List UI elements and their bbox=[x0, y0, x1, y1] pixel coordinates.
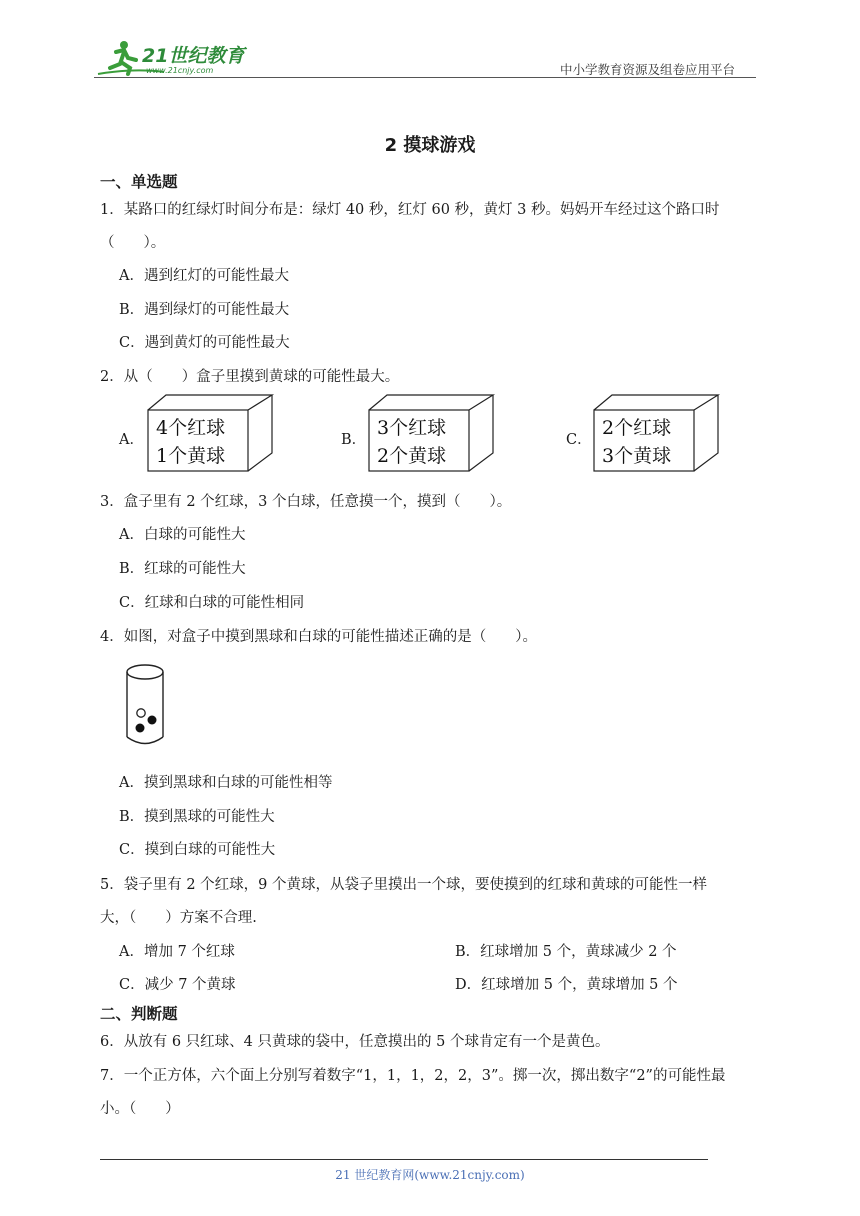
q5-option-d: D．红球增加 5 个，黄球增加 5 个 bbox=[455, 977, 678, 993]
section-heading-true-false: 二、判断题 bbox=[100, 1005, 178, 1023]
q1-option-b: B．遇到绿灯的可能性最大 bbox=[119, 302, 290, 318]
q3-option-c: C．红球和白球的可能性相同 bbox=[119, 595, 305, 611]
q4-option-c: C．摸到白球的可能性大 bbox=[119, 842, 276, 858]
box-b-line1: 3个红球 bbox=[377, 417, 447, 439]
q5-option-a: A．增加 7 个红球 bbox=[119, 944, 235, 960]
q2-option-c-label: C． bbox=[566, 432, 592, 448]
header-divider bbox=[94, 77, 756, 78]
footer-link[interactable]: 21 世纪教育网(www.21cnjy.com) bbox=[335, 1168, 525, 1182]
q5-stem-line1: 5．袋子里有 2 个红球，9 个黄球，从袋子里摸出一个球，要使摸到的红球和黄球的可能性一样 bbox=[100, 877, 707, 893]
q7-stem-line2: 小。（ ） bbox=[100, 1101, 180, 1117]
box-b-line2: 2个黄球 bbox=[377, 445, 447, 467]
q4-option-b: B．摸到黑球的可能性大 bbox=[119, 809, 275, 825]
black-ball-icon bbox=[136, 724, 145, 733]
q2-stem: 2．从（ ）盒子里摸到黄球的可能性最大。 bbox=[100, 369, 400, 385]
box-a-line1: 4个红球 bbox=[156, 417, 226, 439]
q5-option-b: B．红球增加 5 个，黄球减少 2 个 bbox=[455, 944, 677, 960]
logo-url: www.21cnjy.com bbox=[146, 66, 214, 75]
box-b-illustration bbox=[367, 393, 497, 473]
q1-stem-line2: （ ）。 bbox=[100, 235, 166, 251]
box-c-line2: 3个黄球 bbox=[602, 445, 672, 467]
header-platform-text: 中小学教育资源及组卷应用平台 bbox=[560, 62, 736, 77]
q5-option-c: C．减少 7 个黄球 bbox=[119, 977, 236, 993]
box-a-illustration bbox=[146, 393, 276, 473]
q2-option-b-label: B． bbox=[341, 432, 367, 448]
q4-option-a: A．摸到黑球和白球的可能性相等 bbox=[119, 775, 333, 791]
cylinder-box-illustration bbox=[124, 662, 166, 748]
logo-text: 21世纪教育 bbox=[142, 45, 245, 67]
box-c-illustration bbox=[592, 393, 722, 473]
box-a-line2: 1个黄球 bbox=[156, 445, 226, 467]
q1-option-a: A．遇到红灯的可能性最大 bbox=[119, 268, 289, 284]
page-title: 2 摸球游戏 bbox=[384, 135, 476, 156]
q5-stem-line2: 大，（ ）方案不合理. bbox=[100, 910, 257, 926]
q7-stem-line1: 7．一个正方体，六个面上分别写着数字“1，1，1，2，2，3”。掷一次，掷出数字“2”的可能性最 bbox=[100, 1068, 726, 1084]
q3-stem: 3．盒子里有 2 个红球，3 个白球，任意摸一个，摸到（ ）。 bbox=[100, 494, 512, 510]
section-heading-single-choice: 一、单选题 bbox=[100, 173, 178, 191]
q2-option-a-label: A． bbox=[119, 432, 144, 448]
q3-option-a: A．白球的可能性大 bbox=[119, 527, 246, 543]
black-ball-icon bbox=[148, 716, 157, 725]
q1-stem-line1: 1．某路口的红绿灯时间分布是：绿灯 40 秒，红灯 60 秒，黄灯 3 秒。妈妈开车经过这个路口时 bbox=[100, 202, 720, 218]
box-c-line1: 2个红球 bbox=[602, 417, 672, 439]
q6-stem: 6．从放有 6 只红球、4 只黄球的袋中，任意摸出的 5 个球肯定有一个是黄色。 bbox=[100, 1034, 610, 1050]
q1-option-c: C．遇到黄灯的可能性最大 bbox=[119, 335, 290, 351]
q3-option-b: B．红球的可能性大 bbox=[119, 561, 246, 577]
q4-stem: 4．如图，对盒子中摸到黑球和白球的可能性描述正确的是（ ）。 bbox=[100, 629, 537, 645]
site-logo bbox=[94, 38, 264, 78]
footer-divider bbox=[100, 1159, 708, 1160]
white-ball-icon bbox=[137, 709, 145, 717]
